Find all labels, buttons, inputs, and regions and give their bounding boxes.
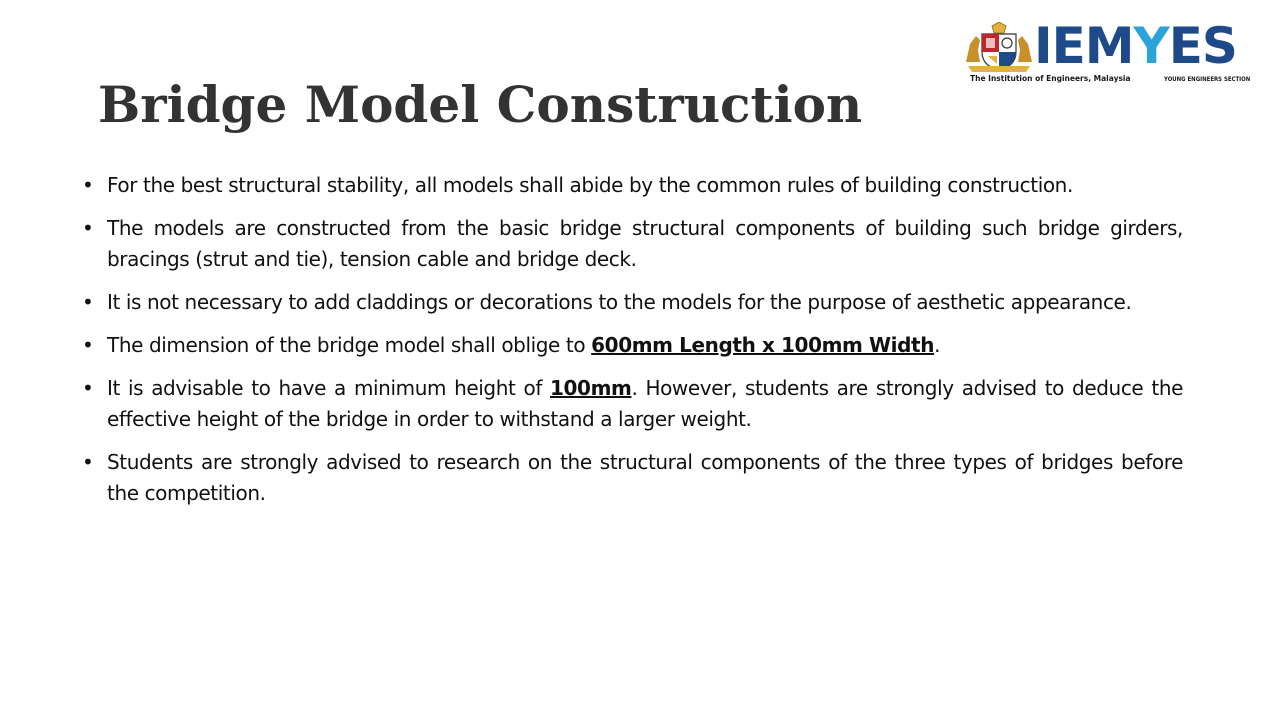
slide-title: Bridge Model Construction bbox=[98, 75, 863, 134]
iem-crest-icon bbox=[964, 22, 1034, 74]
bullet-text: It is not necessary to add claddings or decorations to the models for the purpose of aesthetic appearance. bbox=[107, 290, 1132, 314]
bullet-text bbox=[107, 376, 1183, 431]
bullet-list bbox=[80, 170, 1183, 521]
bullet-item bbox=[80, 447, 1183, 509]
logo-institution-name: The Institution of Engineers, Malaysia bbox=[970, 74, 1131, 83]
bullet-item bbox=[80, 287, 1183, 318]
bullet-text: Students are strongly advised to research on the structural components of the three types of bridges before the competition. bbox=[107, 450, 1183, 505]
bullet-item bbox=[80, 373, 1183, 435]
height-emphasis: 100mm bbox=[550, 376, 632, 400]
bullet-text-after: . However, students are strongly advised to deduce the effective height of the bridge in order to withstand a larger weight. bbox=[107, 376, 1183, 431]
dimension-emphasis: 600mm Length x 100mm Width bbox=[591, 333, 935, 357]
logo-section-name: YOUNG ENGINEERS SECTION bbox=[1164, 76, 1251, 83]
bullet-item bbox=[80, 330, 1183, 361]
bullet-text bbox=[107, 333, 940, 357]
bullet-marker: • bbox=[82, 216, 94, 240]
bullet-marker: • bbox=[82, 173, 94, 197]
bullet-marker: • bbox=[82, 376, 94, 400]
iem-yes-logo bbox=[964, 17, 1251, 86]
bullet-marker: • bbox=[82, 333, 94, 357]
bullet-text: The models are constructed from the basic bridge structural components of building such bridge girders, bracings (strut and tie), tension cable and bridge deck. bbox=[107, 216, 1183, 271]
bullet-text: For the best structural stability, all models shall abide by the common rules of building construction. bbox=[107, 173, 1073, 197]
bullet-text-before: The dimension of the bridge model shall oblige to bbox=[107, 333, 592, 357]
bullet-text-after: . bbox=[934, 333, 941, 357]
bullet-text-before: It is advisable to have a minimum height of bbox=[107, 376, 551, 400]
bullet-marker: • bbox=[82, 290, 94, 314]
logo-wordmark: IEMYES bbox=[1034, 17, 1237, 75]
bullet-item bbox=[80, 170, 1183, 201]
bullet-item bbox=[80, 213, 1183, 275]
bullet-marker: • bbox=[82, 450, 94, 474]
